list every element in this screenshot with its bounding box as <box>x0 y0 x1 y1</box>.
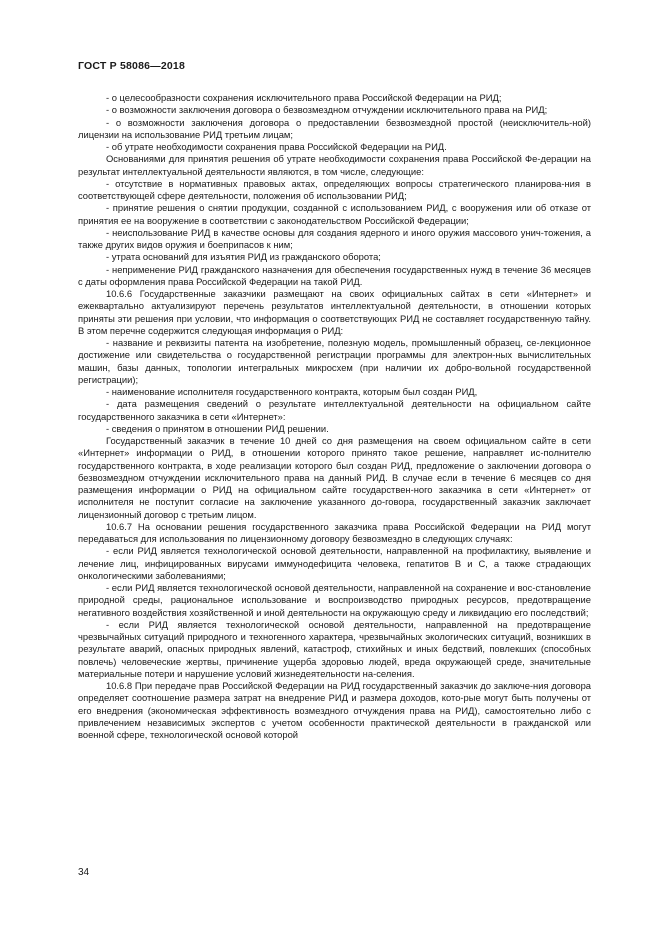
paragraph: - если РИД является технологической основой деятельности, направленной на профилактику, выявление и лечение лиц, инфицированных вирусами иммунодефицита человека, гепатитов В и С, а также страдающих онкологическими заболеваниями; <box>78 545 591 581</box>
paragraph: - утрата оснований для изъятия РИД из гражданского оборота; <box>106 251 381 263</box>
paragraph: - о целесообразности сохранения исключительного права Российской Федерации на РИД; <box>106 92 502 103</box>
document-header: ГОСТ Р 58086—2018 <box>78 60 186 72</box>
page-number: 34 <box>78 867 90 878</box>
paragraph: - отсутствие в нормативных правовых актах, определяющих вопросы стратегического планирова-ния в соответствующей сфере деятельности, положения об использовании РИД; <box>78 177 591 201</box>
paragraph: Основаниями для принятия решения об утрате необходимости сохранения права Российской Фе-дерации на результат интеллектуальной деятельности являются, в том числе, следующие: <box>78 153 591 177</box>
paragraph: - неприменение РИД гражданского назначения для обеспечения государственных нужд в течение 36 месяцев с даты оформления права Российской Федерации на такой РИД. <box>78 263 591 287</box>
paragraph: - принятие решения о снятии продукции, созданной с использованием РИД, с вооружения или об отказе от принятия ее на вооружение в соответствии с законодательством Российской Федерации; <box>78 202 591 226</box>
paragraph: - дата размещения сведений о результате интеллектуальной деятельности на официальном сайте государственного заказчика в сети «Интернет»: <box>78 398 591 422</box>
paragraph: - название и реквизиты патента на изобретение, полезную модель, промышленный образец, се-лекционное достижение или свидетельства о государственной регистрации программы для электрон-ных вычислительных машин, базы данных, топологии интегральных микросхем (при наличии их добро-вольной государственной регистрации); <box>78 337 591 385</box>
paragraph: 10.6.8 При передаче прав Российской Федерации на РИД государственный заказчик до заключе-ния договора определяет соотношение размера затрат на внедрение РИД и размера доходов, кото-рые могут быть получены от его внедрения (экономическая эффективность возмездного отчуждения права на РИД), самостоятельно либо с привлечением независимых экспертов с учетом особенности практической деятельности в гражданской или военной сфере, технологической основой которой <box>78 680 591 740</box>
paragraph: 10.6.6 Государственные заказчики размещают на своих официальных сайтах в сети «Интернет» и ежеквартально актуализируют перечень результатов интеллектуальной деятельности, в отношении которых приняты эти решения при условии, что информация о соответствующих РИД не составляет государственную тайну. В этом перечне содержится следующая информация о РИД: <box>78 288 591 336</box>
paragraph: 10.6.7 На основании решения государственного заказчика права Российской Федерации на РИД могут передаваться для использования по лицензионному договору безвозмездно в следующих случаях: <box>78 520 591 544</box>
paragraph: - наименование исполнителя государственного контракта, которым был создан РИД, <box>106 386 478 397</box>
paragraph: - сведения о принятом в отношении РИД решении. <box>106 422 329 434</box>
paragraph: - если РИД является технологической основой деятельности, направленной на предотвращение чрезвычайных ситуаций природного и техногенного характера, чрезвычайных экологических ситуаций, возникших в результате аварий, опасных природных явлений, катастроф, стихийных и иных бедствий, повлекших (способных повлечь) человеческие жертвы, причинение ущерба здоровью людей, вреда окружающей среде, значительные материальные потери и нарушение условий жизнедеятельности на-селения. <box>78 618 591 679</box>
paragraph: - неиспользование РИД в качестве основы для создания ядерного и иного оружия массового унич-тожения, а также других видов оружия и боеприпасов к ним; <box>78 226 591 250</box>
paragraph: - о возможности заключения договора о безвозмездном отчуждении исключительного права на РИД; <box>106 104 548 116</box>
paragraph: Государственный заказчик в течение 10 дней со дня размещения на своем официальном сайте в сети «Интернет» информации о РИД, в отношении которого принято такое решение, направляет ис-полнителю государственного контракта, в ходе реализации которого был создан РИД, предложение о заключении договора о безвозмездном отчуждении исключительного права на данный РИД. В случае если в течение 6 месяцев со дня размещения информации о РИД на официальном сайте государствен-ного заказчика в сети «Интернет» от исполнителя не поступит согласие на заключение указанного до-говора, государственный заказчик заключает лицензионный договор с третьим лицом. <box>78 435 591 520</box>
paragraph: - об утрате необходимости сохранения права Российской Федерации на РИД. <box>106 141 447 152</box>
paragraph: - о возможности заключения договора о предоставлении безвозмездной простой (неисключитель-ной) лицензии на использование РИД третьим лицам; <box>78 116 591 140</box>
paragraph: - если РИД является технологической основой деятельности, направленной на сохранение и вос-становление природной среды, рациональное использование и воспроизводство природных ресурсов, предотвращение негативного воздействия хозяйственной и иной деятельности на окружающую среду и ликвидацию его последствий; <box>78 582 591 618</box>
document-body <box>78 92 591 741</box>
